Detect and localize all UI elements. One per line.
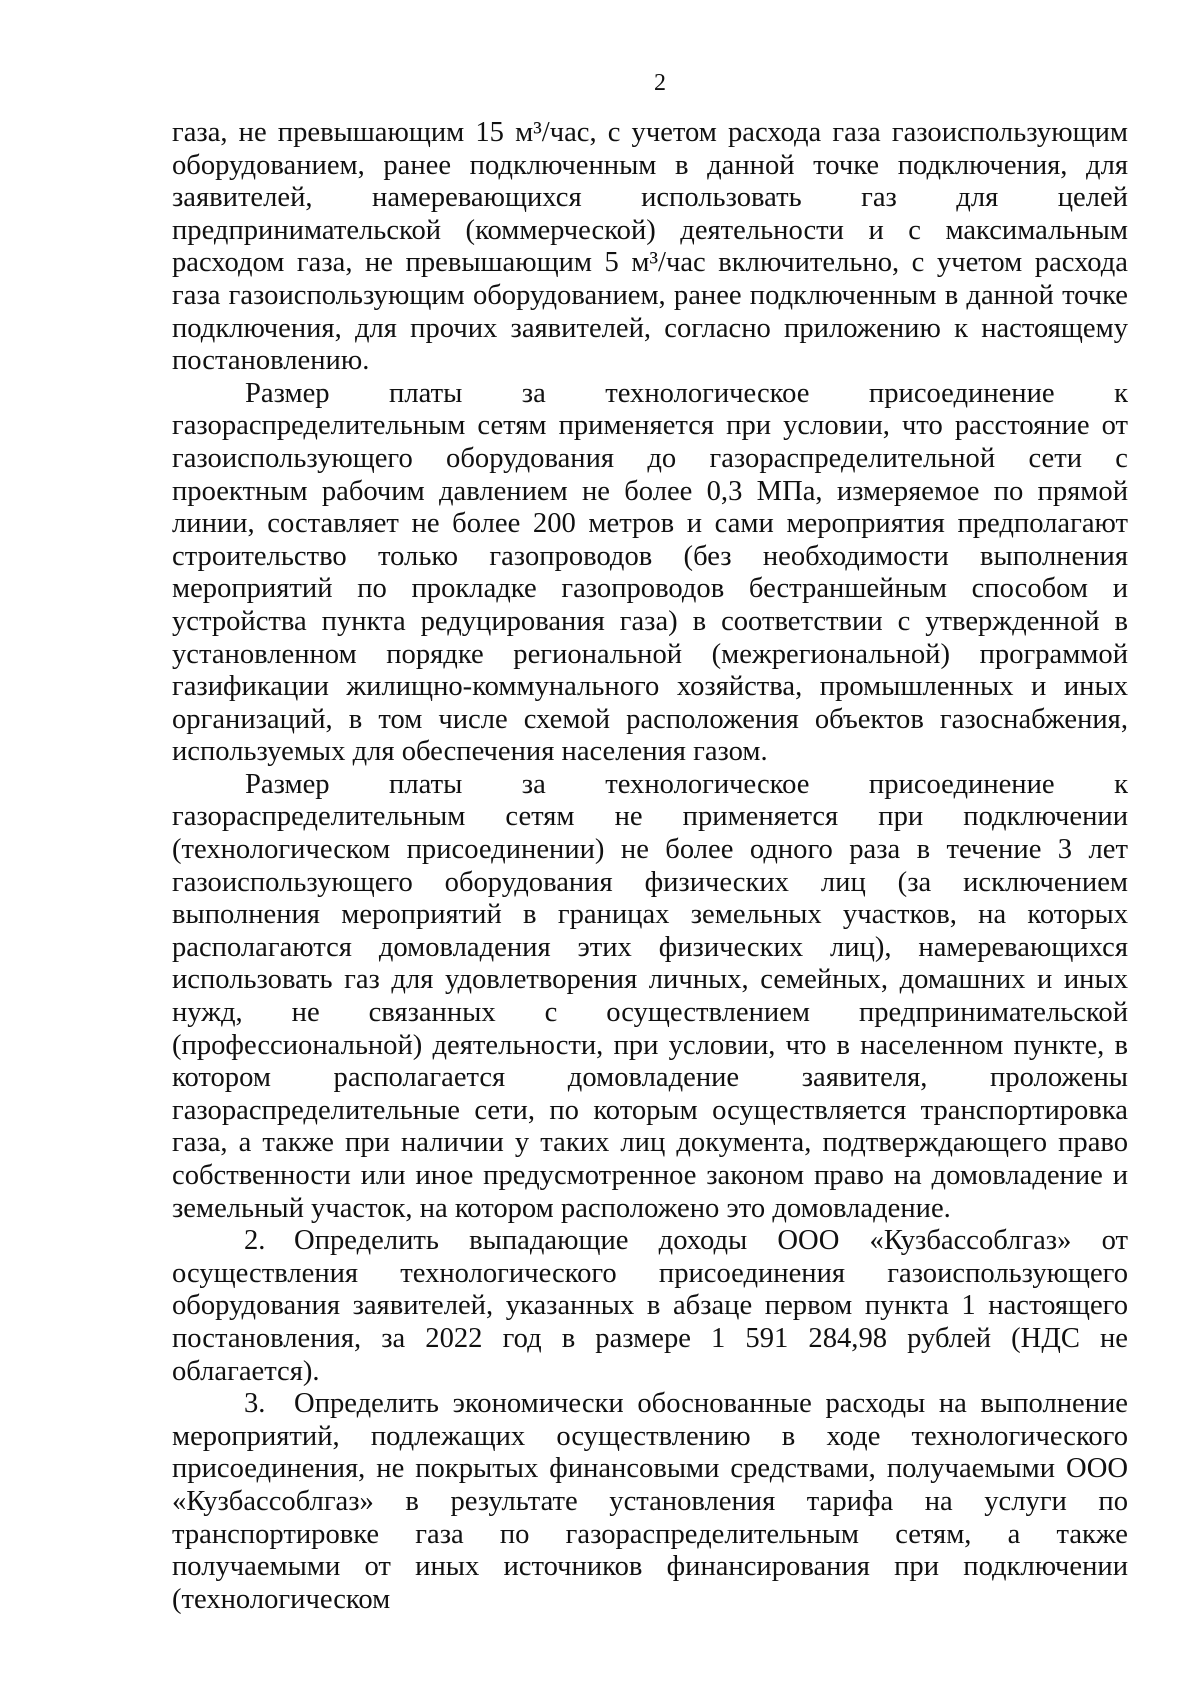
paragraph-continuation: газа, не превышающим 15 м³/час, с учетом расхода газа газоиспользующим оборудованием, ранее подключенным в данной точке подключения, для заявителей, намеревающихся использовать газ для целей предпринимательской (коммерческой) деятельности и с максимальным расходом газа, не превышающим 5 м³/час включительно, с учетом расхода газа газоиспользующим оборудованием, ранее подключенным в данной точке подключения, для прочих заявителей, согласно приложению к настоящему постановлению. — [172, 117, 1128, 377]
page-number: 2 — [654, 70, 666, 96]
paragraph-fee-exemption: Размер платы за технологическое присоединение к газораспределительным сетям не применяется при подключении (технологическом присоединении) не более одного раза в течение 3 лет газоиспользующего оборудования физических лиц (за исключением выполнения мероприятий в границах земельных участков, на которых располагаются домовладения этих физических лиц), намеревающихся использовать газ для удовлетворения личных, семейных, домашних и иных нужд, не связанных с осуществлением предпринимательской (профессиональной) деятельности, при условии, что в населенном пункте, в котором располагается домовладение заявителя, проложены газораспределительные сети, по которым осуществляется транспортировка газа, а также при наличии у таких лиц документа, подтверждающего право собственности или иное предусмотренное законом право на домовладение и земельный участок, на котором расположено это домовладение. — [172, 768, 1128, 1224]
paragraph-fee-applicability: Размер платы за технологическое присоединение к газораспределительным сетям применяется при условии, что расстояние от газоиспользующего оборудования до газораспределительной сети с проектным рабочим давлением не более 0,3 МПа, измеряемое по прямой линии, составляет не более 200 метров и сами мероприятия предполагают строительство только газопроводов (без необходимости выполнения мероприятий по прокладке газопроводов бестраншейным способом и устройства пункта редуцирования газа) в соответствии с утвержденной в установленном порядке региональной (межрегиональной) программой газификации жилищно-коммунального хозяйства, промышленных и иных организаций, в том числе схемой расположения объектов газоснабжения, используемых для обеспечения населения газом. — [172, 377, 1128, 768]
paragraph-item-3: 3. Определить экономически обоснованные расходы на выполнение мероприятий, подлежащих осуществлению в ходе технологического присоединения, не покрытых финансовыми средствами, получаемыми ООО «Кузбассоблгаз» в результате установления тарифа на услуги по транспортировке газа по газораспределительным сетям, а также получаемыми от иных источников финансирования при подключении (технологическом — [172, 1388, 1128, 1615]
document-body — [172, 117, 1128, 1616]
paragraph-item-2: 2. Определить выпадающие доходы ООО «Кузбассоблгаз» от осуществления технологического присоединения газоиспользующего оборудования заявителей, указанных в абзаце первом пункта 1 настоящего постановления, за 2022 год в размере 1 591 284,98 рублей (НДС не облагается). — [172, 1225, 1128, 1387]
